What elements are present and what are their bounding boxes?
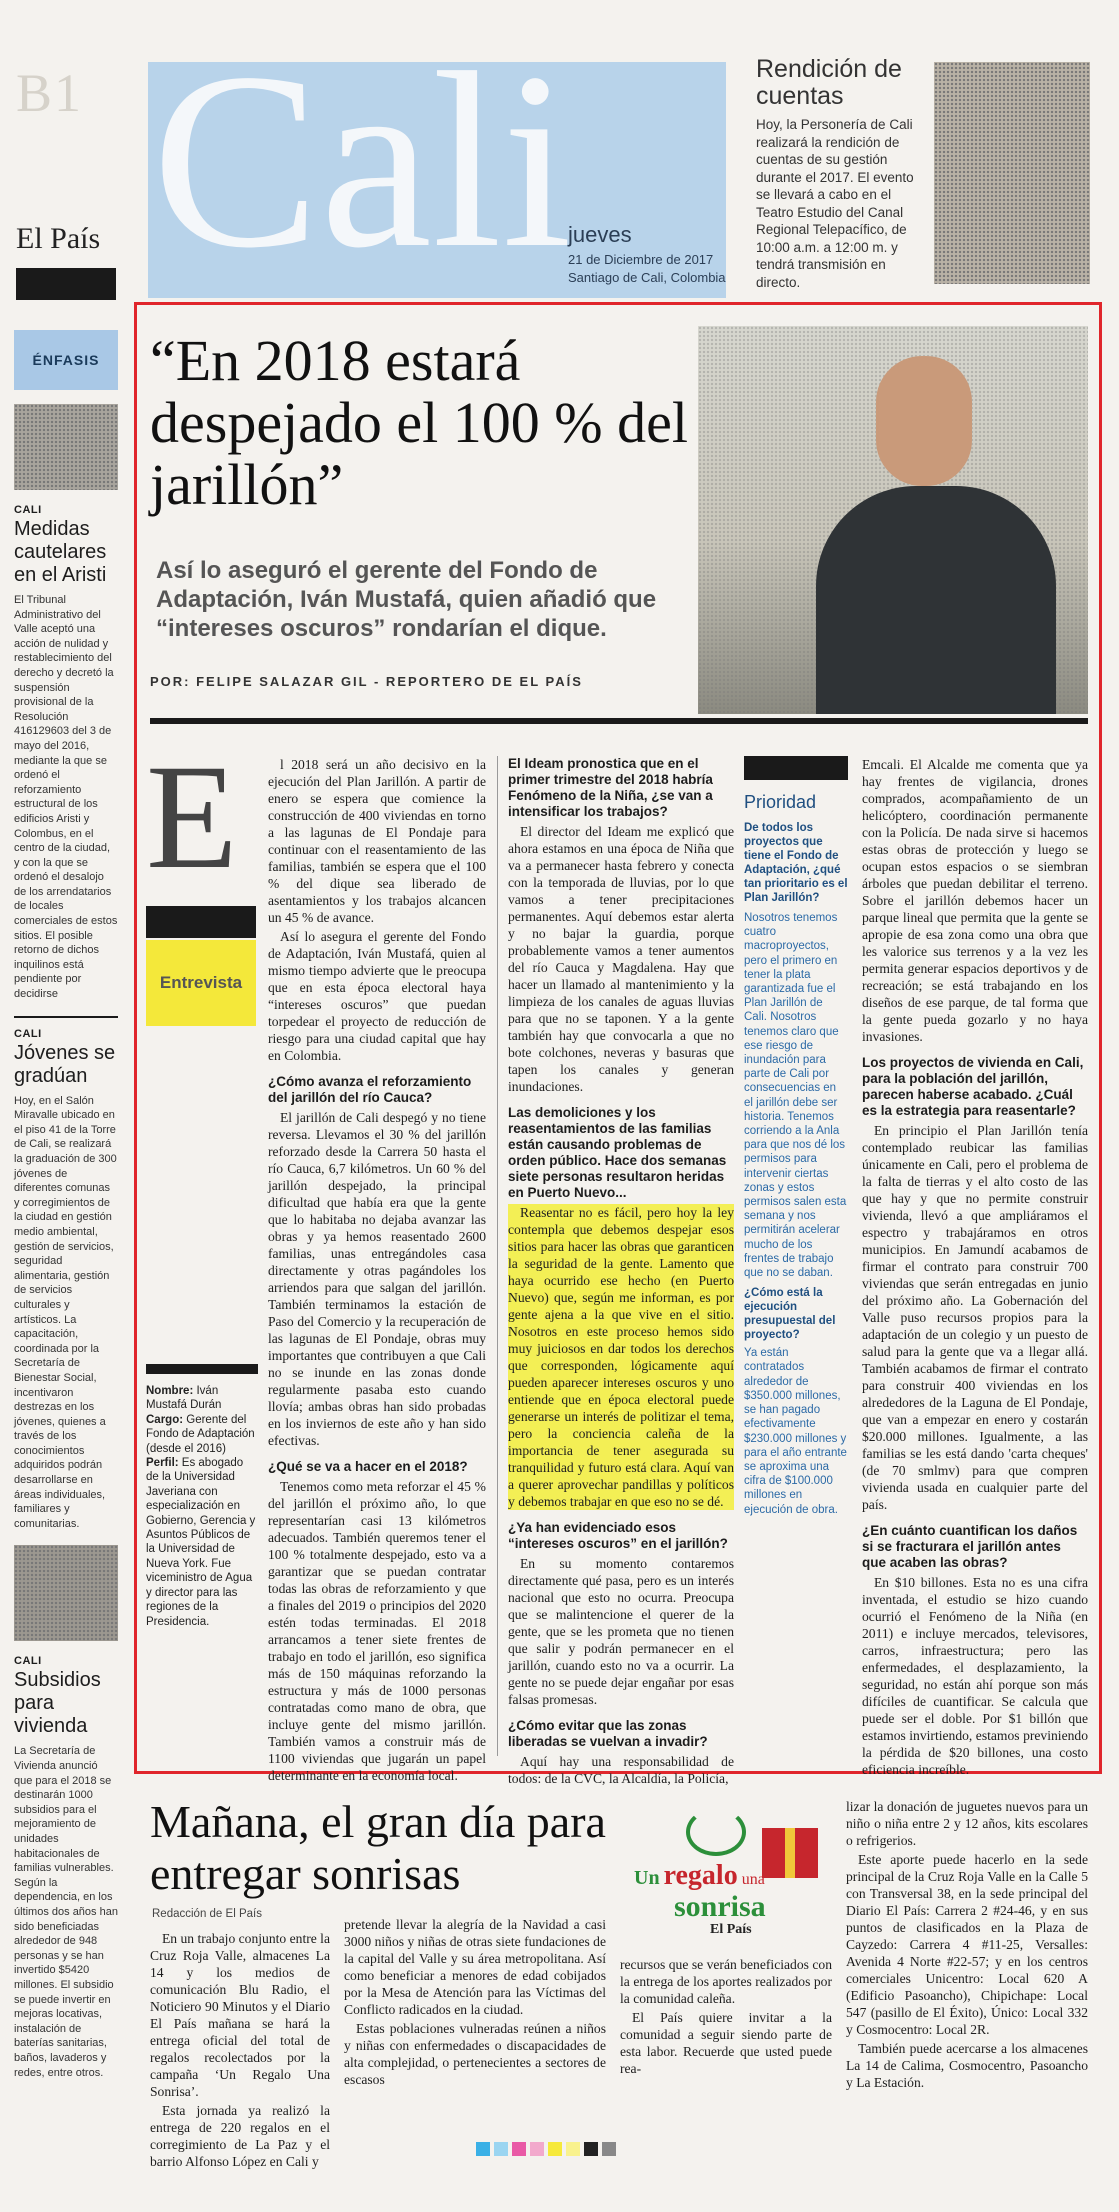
col-divider	[497, 756, 498, 1756]
main-col-1	[268, 756, 486, 1786]
paragraph: En $10 billones. Esta no es una cifra inventada, el estudio se hizo cuando ocurrió el Fenómeno de la Niña (en 2011) e incluye mercados, televisores, carros, infraestructura; pero las enfermedades, el desplazamiento, la seguridad, no están ahí porque son más difíciles de cuantificar. Se calcula que puede ser el doble. Por $1 billón que estamos invirtiendo, estamos previniendo la pérdida de $20 billones, una costo eficiencia increíble.	[862, 1575, 1088, 1777]
registration-bar	[476, 2142, 616, 2156]
teaser-title: Rendición de cuentas	[756, 55, 902, 110]
question: ¿Cómo avanza el reforzamiento del jarillón del río Cauca?	[268, 1074, 472, 1105]
masthead-band	[148, 62, 726, 298]
main-subhead: Así lo aseguró el gerente del Fondo de Adaptación, Iván Mustafá, quien añadió que “intereses oscuros” rondarían el dique.	[156, 557, 657, 642]
smile-icon	[686, 1808, 746, 1856]
sidebar-item[interactable]: CALI Subsidios para vivienda La Secretaría de Vivienda anunció que para el 2018 se destinarán 1000 subsidios para el mejoramiento de unidades habitacionales de familias vulnerables. Según la dependencia, en los últimos dos años han sido beneficiadas alrededor de 948 personas y se han invertido $5420 millones. El subsidio se puede invertir en mejoras locativas, instalación de baterías sanitarias, baños, lavaderos y redes, entre otros.	[14, 1655, 118, 2079]
sidebar-photo-2	[14, 1545, 118, 1641]
second-col-3	[620, 1956, 832, 2079]
paragraph: Emcali. El Alcalde me comenta que ya hay frentes de vigilancia, drones comprados, acompañamiento de un helicóptero, coordinación permanente con la Policía. De nada sirve si hacemos estas obras de protección y luego se ocupan estos espacios o se siembran árboles que puedan debilitar el terreno. Sobre el jarillón debemos hacer un parque lineal que permita que la gente se apropie de esa zona como una obra que les valorice sus terrenos y a la vez les permita generar espacios deportivos y de recreación; se está trabajando en los diseños de ese parque, de tal forma que la gente pueda gozarlo y no haya invasiones.	[862, 757, 1088, 1044]
priority-title: Prioridad	[744, 792, 817, 812]
paper-logo: El País	[16, 222, 101, 255]
paragraph: Aquí hay una responsabilidad de todos: de la CVC, la Alcaldía, la Policía,	[508, 1754, 734, 1786]
second-col-2	[344, 1916, 606, 2090]
drop-cap: E	[146, 734, 238, 900]
second-byline: Redacción de El País	[152, 1908, 262, 1920]
question: ¿Qué se va a hacer en el 2018?	[268, 1459, 468, 1474]
question: Las demoliciones y los reasentamientos de las familias están causando problemas de orden público. Hace dos semanas siete personas resultaron heridas en Puerto Nuevo...	[508, 1105, 727, 1200]
section-title: Cali	[152, 62, 572, 298]
paragraph: pretende llevar la alegría de la Navidad a casi 3000 niños y niñas de otras siete fundaciones de la capital del Valle y su área metropolitana. Así como beneficiar a menores de edad cobijados por la Mesa de Atención para las Víctimas del Conflicto radicados en la ciudad.	[344, 1917, 606, 2017]
paragraph: En un trabajo conjunto entre la Cruz Roja Valle, almacenes La 14 y los medios de comunicación Blu Radio, el Noticiero 90 Minutos y el Diario El País mañana se hará la entrega oficial del total de regalos recolectados por la campaña ‘Un Regalo Una Sonrisa’.	[150, 1931, 330, 2099]
sidebar	[14, 330, 118, 2080]
entrevista-label: Entrevista	[146, 940, 256, 1026]
teaser[interactable]	[756, 56, 926, 291]
priority-box: Prioridad De todos los proyectos que tiene el Fondo de Adaptación, ¿qué tan prioritario es el Plan Jarillón? Nosotros tenemos cuatro macroproyectos, pero el primero en tener la plata garantizada fue el Plan Jarillón de Cali. Nosotros tenemos claro que ese riesgo de inundación para parte de Cali por consecuencias en el jarillón debe ser historia. Tenemos corriendo a la Anla para que nos dé los permisos para intervenir ciertas zonas y estos permisos salen esta semana y nos permitirán acelerar mucho de los frentes de trabajo que no se daban. ¿Cómo está la ejecución presupuestal del proyecto? Ya están contratados alrededor de $350.000 millones, se han pagado efectivamente $230.000 millones y para el año entrante se aproxima una cifra de $100.000 millones en ejecución de obra.	[744, 756, 848, 1517]
second-headline: Mañana, el gran día para entregar sonrisas	[150, 1796, 606, 1899]
main-photo	[698, 326, 1088, 714]
paragraph: l 2018 será un año decisivo en la ejecución del Plan Jarillón. A partir de enero se espera que comience la construcción de 400 viviendas en torno a las lagunas de El Pondaje para continuar con el reasentamiento de las familias, también se espera que el 100 % del dique sea liberado de asentamientos y los trabajos alcancen un 45 % de avance.	[268, 757, 486, 925]
photo-face	[876, 356, 972, 486]
teaser-photo	[934, 62, 1090, 284]
sidebar-photo-1	[14, 404, 118, 490]
sidebar-item[interactable]: CALI Jóvenes se gradúan Hoy, en el Salón Miravalle ubicado en el piso 41 de la Torre de Cali, se realizará la graduación de 300 jóvenes de diferentes comunas y corregimientos de la ciudad en gestión medio ambiental, gestión de servicios, seguridad alimentaria, gestión de servicios culturales y artísticos. La capacitación, coordinada por la Secretaría de Bienestar Social, incentivaron destrezas en los jóvenes, quienes a través de los conocimientos adquiridos podrán desarrollarse en áreas individuales, familiares y comunitarias.	[14, 1027, 117, 1530]
question: Los proyectos de vivienda en Cali, para la población del jarillón, parecen haberse acabado. ¿Cuál es la estrategia para reasentarle?	[862, 1055, 1084, 1118]
campaign-logo: Un regalo una sonrisa El País	[630, 1798, 830, 1938]
paragraph: Esta jornada ya realizó la entrega de 220 regalos en el corregimiento de La Paz y el barrio Alfonso López en Cali y	[150, 2103, 330, 2169]
sidebar-label: ÉNFASIS	[14, 330, 118, 390]
question: ¿Ya han evidenciado esos “intereses oscuros” en el jarillón?	[508, 1520, 728, 1551]
profile-box: Nombre: Iván Mustafá Durán Cargo: Gerente del Fondo de Adaptación (desde el 2016) Perfil: Es abogado de la Universidad Javeriana con especialización en Gobierno, Gerencia y Asuntos Públicos de la Universidad de Nueva York. Fue viceministro de Agua y director para las regiones de la Presidencia.	[146, 1364, 258, 1629]
teaser-body: Hoy, la Personería de Cali realizará la rendición de cuentas de su gestión durante el 2017. El evento se llevará a cabo en el Teatro Estudio del Canal Regional Telepacífico, de 10:00 a.m. a 12:00 m. y tendrá transmisión en directo.	[756, 117, 914, 290]
second-col-4	[846, 1798, 1088, 2093]
main-col-4	[862, 756, 1088, 1780]
paragraph: También puede acercarse a los almacenes La 14 de Calima, Cosmocentro, Pasoancho y La Estación.	[846, 2041, 1088, 2090]
paragraph: Estas poblaciones vulneradas reúnen a niños y niñas con enfermedades o discapacidades de alta complejidad, o pertenecientes a sectores de escasos	[344, 2021, 606, 2087]
paragraph: Este aporte puede hacerlo en la sede principal de la Cruz Roja Valle en la Calle 5 con Transversal 38, en la sede principal del Diario El País: Carrera 2 #24-46, y en sus puntos de clasificados en la Plaza de Cayzedo: Carrera 4 #11-25, Versalles: Avenida 4 Norte #22-57; y en los centros comerciales Unicentro: Local 620 A (Edificio Pasoancho), Chipichape: Local 547 (pasillo de El Éxito), Único: Local 332 y Cosmocentro: Local 2R.	[846, 1852, 1088, 2037]
question: El Ideam pronostica que en el primer trimestre del 2018 habría Fenómeno de la Niña, ¿se van a intensificar los trabajos?	[508, 756, 713, 819]
main-byline: POR: FELIPE SALAZAR GIL - REPORTERO DE EL PAÍS	[150, 674, 583, 689]
paragraph: El jarillón de Cali despegó y no tiene reversa. Llevamos el 30 % del jarillón reforzado desde la Carrera 50 hasta el río Cauca, 6,7 kilómetros. Un 60 % del jarillón despejado, la principal dificultad que había era que la gente que lo habitaba no dejaba avanzar las obras y ya hemos reasentado 2600 familias, unas entregándoles casa directamente y otras pagándoles los arriendos para que salgan del jarillón. También terminamos la estación de Paso del Comercio y la recuperación de las lagunas de El Pondaje, obras muy importantes que contribuyen a que Cali no se inunde en las zonas donde regularmente pasaba esto cuando llovía; ambas obras han sido probadas en los inviernos de este año y han sido efectivas.	[268, 1110, 486, 1448]
sidebar-item[interactable]: CALI Medidas cautelares en el Aristi El Tribunal Administrativo del Valle aceptó una acción de nulidad y restablecimiento del derecho y decretó la suspensión provisional de la Resolución 416129603 del 3 de mayo del 2016, mediante la que se ordenó el reforzamiento estructural de los edificios Aristi y Colombus, en el centro de la ciudad, y con la que se ordenó el desalojo de los arrendatarios de locales comerciales de estos sitios. El posible retorno de dichos inquilinos está pendiente por decidirse	[14, 504, 118, 1001]
highlighted-paragraph: Reasentar no es fácil, pero hoy la ley contempla que debemos despejar esos sitios para hacer las obras que garanticen la seguridad de la gente. Lamento que haya ocurrido ese hecho (en Puerto Nuevo) que, según me informan, es por gente ajena a la que vive en el sitio. Nosotros en este proceso hemos sido muy juiciosos en dar todos los derechos que corresponden, lógicamente aquí pueden aparecer intereses oscuros y uno entiende que en época electoral puede generarse un interés de politizar el tema, pero la conciencia caleña de la importancia de tener asegurada su tranquilidad y futuro está clara. Aquí van a querer aprovechar pandillas y políticos y debemos trabajar en que eso no se dé.	[508, 1205, 734, 1509]
page-code: B1	[16, 63, 84, 123]
question: ¿En cuánto cuantifican los daños si se fracturara el jarillón antes que acaben las obras?	[862, 1523, 1078, 1570]
second-col-1	[150, 1930, 330, 2172]
paragraph: recursos que se verán beneficiados con la entrega de los aportes realizados por la comunidad caleña.	[620, 1957, 832, 2006]
question: ¿Cómo evitar que las zonas liberadas se vuelvan a invadir?	[508, 1718, 708, 1749]
main-headline: “En 2018 estará despejado el 100 % del jarillón”	[150, 328, 688, 517]
paragraph: Así lo asegura el gerente del Fondo de Adaptación, Iván Mustafá, quien al mismo tiempo advierte que le preocupa que en esta época electoral haya “intereses oscuros” que puedan torpedear el proyecto de reducción de riesgo para una ciudad capital que hay en Colombia.	[268, 929, 486, 1063]
main-col-2	[508, 756, 734, 1789]
paragraph: El director del Ideam me explicó que ahora estamos en una época de Niña que va a permanecer hasta febrero y conecta con la temporada de lluvias, por lo que vamos a tener precipitaciones permanentes. Aquí debemos estar alerta y no bajar la guardia, porque probablemente vamos a tener aumentos del río Cauca y Magdalena. Hay que hacer un llamado al mantenimiento y la limpieza de los canales de aguas lluvias para que no se taponen. Y a la gente también hay que convocarla a que no bote colchones, neveras y basuras que tapen los canales y generan inundaciones.	[508, 824, 734, 1094]
label-bar	[146, 906, 256, 938]
paragraph: Tenemos como meta reforzar el 45 % del jarillón el próximo año, lo que representarían casi 13 kilómetros adecuados. También queremos tener el 100 % totalmente despejado, esto va a garantizar que se puedan contratar todas las obras de reforzamiento y que a finales del 2019 o principios del 2020 estén todas terminadas. El 2018 arrancamos a tener siete frentes de trabajo en todo el jarillón, eso significa más de 150 máquinas reforzando la estructura y más de 1000 personas contratadas como mano de obra, que incluye gente del mismo jarillón. También vamos a construir más de 1100 viviendas que jugarán un papel determinante en la economía local.	[268, 1479, 486, 1783]
paragraph: En principio el Plan Jarillón tenía contemplado reubicar las familias únicamente en Cali, pero el problema de la falta de tierras y el alto costo de las que hay y que no permite construir vivienda, llevó a que ampliáramos el espectro y trabajáramos en otros municipios. En Jamundí acabamos de firmar el contrato para construir 700 viviendas que serán entregadas en junio del próximo año. La Gobernación del Valle puso recursos propios para la adaptación de un colegio y un puesto de salud para la gente que va a llegar allá. También acabamos de firmar el contrato para construir 400 viviendas en los alrededores de la Laguna de El Pondaje, que van a empezar en enero y costarán $20.000 millones. Igualmente, a las familias se les está dando 'carta cheques' (de 70 smlmv) para que compren vivienda usada en cualquier parte del país.	[862, 1123, 1088, 1512]
byline-rule	[150, 718, 1088, 724]
photo-figure	[816, 486, 1056, 714]
logo-bar	[16, 268, 116, 300]
masthead-day: jueves	[568, 222, 632, 247]
masthead-place: Santiago de Cali, Colombia	[568, 270, 726, 285]
paragraph: El País quiere invitar a la comunidad a seguir siendo parte de esta labor. Recuerde que usted puede rea-	[620, 2010, 832, 2076]
masthead-date: 21 de Diciembre de 2017	[568, 252, 714, 267]
paragraph: En su momento contaremos directamente qué pasa, pero es un interés nacional que esto no ocurra. Preocupa que se malintencione el querer de la gente, que se les prometa que no tienen que salir y podrán permanecer en el jarillón, cuando esto no va a ocurrir. La gente no se puede dejar engañar por esas falsas promesas.	[508, 1556, 734, 1707]
paragraph: lizar la donación de juguetes nuevos para un niño o niña entre 2 y 12 años, kits escolares o refrigerios.	[846, 1799, 1088, 1848]
